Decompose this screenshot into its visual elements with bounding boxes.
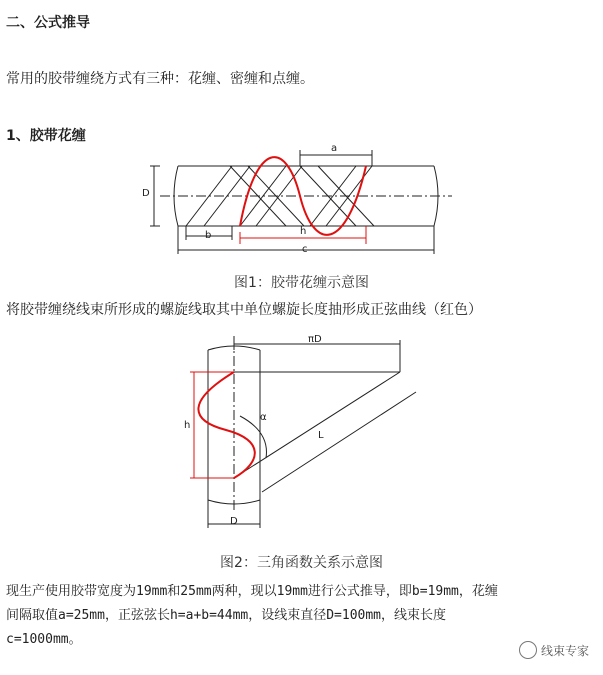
para-line-1: 现生产使用胶带宽度为19mm和25mm两种，现以19mm进行公式推导，即b=19mm，花缠 [6,584,498,599]
explain-text: 将胶带缠绕线束所形成的螺旋线取其中单位螺旋长度抽形成正弦曲线（红色） [6,302,482,318]
fig2-label-alpha: α [260,412,267,423]
fig1-label-b: b [205,230,212,241]
wechat-icon [519,641,537,659]
watermark-text: 线束专家 [540,643,589,658]
intro-text: 常用的胶带缠绕方式有三种：花缠、密缠和点缠。 [6,71,314,87]
fig2-label-h: h [184,420,191,431]
fig2-label-D: D [230,516,238,527]
fig1-label-a: a [331,143,338,154]
fig1-label-c: c [302,244,308,255]
watermark [519,641,589,659]
fig2-label-piD: πD [308,334,322,345]
fig2-label-L: L [318,430,324,441]
para-line-3: c=1000mm。 [6,632,82,647]
figure-1-caption: 图1：胶带花缠示意图 [234,275,369,291]
sub-title: 1、胶带花缠 [6,128,86,144]
fig1-label-D: D [142,188,150,199]
section-title: 二、公式推导 [6,15,90,31]
figure-2-caption: 图2：三角函数关系示意图 [220,555,383,571]
para-line-2: 间隔取值a=25mm，正弦弦长h=a+b=44mm，设线束直径D=100mm，线束长度 [6,608,447,623]
fig1-label-h: h [300,226,307,237]
